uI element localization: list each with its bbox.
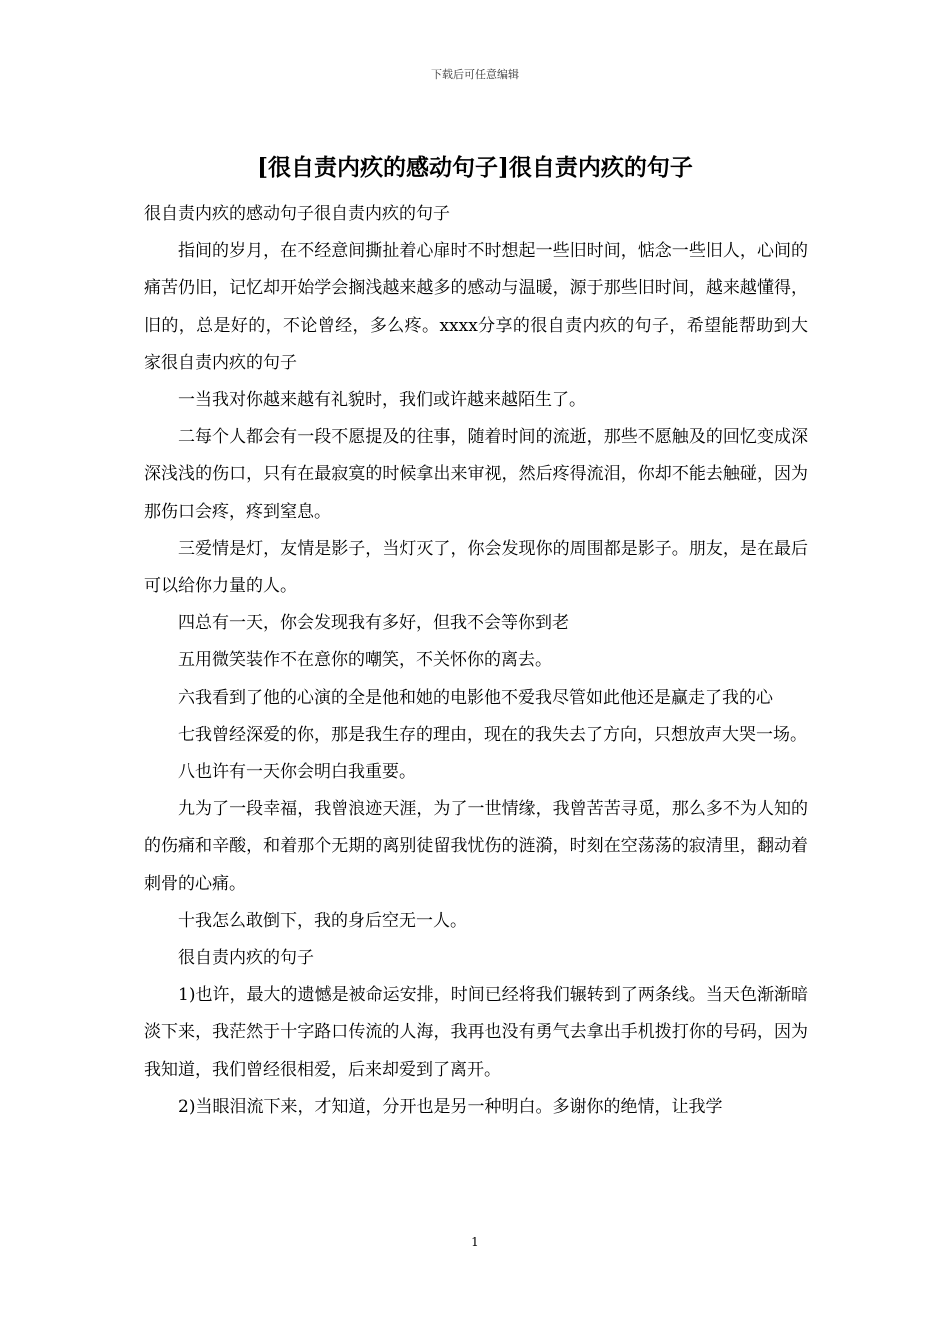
paragraph-1: 一当我对你越来越有礼貌时，我们或许越来越陌生了。 (178, 390, 586, 411)
paragraph-5: 五用微笑装作不在意你的嘲笑，不关怀你的离去。 (178, 650, 552, 671)
paragraph-intro: 指间的岁月，在不经意间撕扯着心扉时不时想起一些旧时间，惦念一些旧人，心间的痛苦仍旧，记忆却开始学会搁浅越来越多的感动与温暖，源于那些旧时间，越来越懂得，旧的，总是好的，不论曾经，多么疼。xxxx分享的很自责内疚的句子，希望能帮助到大家很自责内疚的句子 (144, 241, 808, 373)
page-number: 1 (471, 1235, 479, 1249)
paragraph-4: 四总有一天，你会发现我有多好，但我不会等你到老 (178, 613, 569, 634)
document-title: [很自责内疚的感动句子]很自责内疚的句子 (257, 154, 693, 181)
paragraph-10: 十我怎么敢倒下，我的身后空无一人。 (178, 910, 467, 931)
paragraph-3: 三爱情是灯，友情是影子，当灯灭了，你会发现你的周围都是影子。朋友，是在最后可以给你力量的人。 (144, 538, 808, 597)
paragraph-7: 七我曾经深爱的你，那是我生存的理由，现在的我失去了方向，只想放声大哭一场。 (178, 724, 807, 745)
paragraph-2: 二每个人都会有一段不愿提及的往事，随着时间的流逝，那些不愿触及的回忆变成深深浅浅的伤口，只有在最寂寞的时候拿出来审视，然后疼得流泪，你却不能去触碰，因为那伤口会疼，疼到窒息。 (144, 427, 808, 522)
document-body (144, 196, 808, 1126)
paragraph-8: 八也许有一天你会明白我重要。 (178, 762, 416, 783)
document-subtitle: 很自责内疚的感动句子很自责内疚的句子 (144, 204, 450, 224)
paragraph-9: 九为了一段幸福，我曾浪迹天涯，为了一世情缘，我曾苦苦寻觅，那么多不为人知的的伤痛和辛酸，和着那个无期的离别徒留我忧伤的涟漪，时刻在空荡荡的寂清里，翻动着刺骨的心痛。 (144, 799, 808, 894)
page-header-note: 下载后可任意编辑 (431, 68, 519, 81)
paragraph-numbered-2: 2)当眼泪流下来，才知道，分开也是另一种明白。多谢你的绝情，让我学 (178, 1096, 723, 1117)
section-heading: 很自责内疚的句子 (178, 948, 314, 969)
paragraph-numbered-1: 1)也许，最大的遗憾是被命运安排，时间已经将我们辗转到了两条线。当天色渐渐暗淡下来，我茫然于十字路口传流的人海，我再也没有勇气去拿出手机拨打你的号码，因为我知道，我们曾经很相爱，后来却爱到了离开。 (144, 985, 808, 1080)
paragraph-6: 六我看到了他的心演的全是他和她的电影他不爱我尽管如此他还是赢走了我的心 (178, 687, 773, 708)
